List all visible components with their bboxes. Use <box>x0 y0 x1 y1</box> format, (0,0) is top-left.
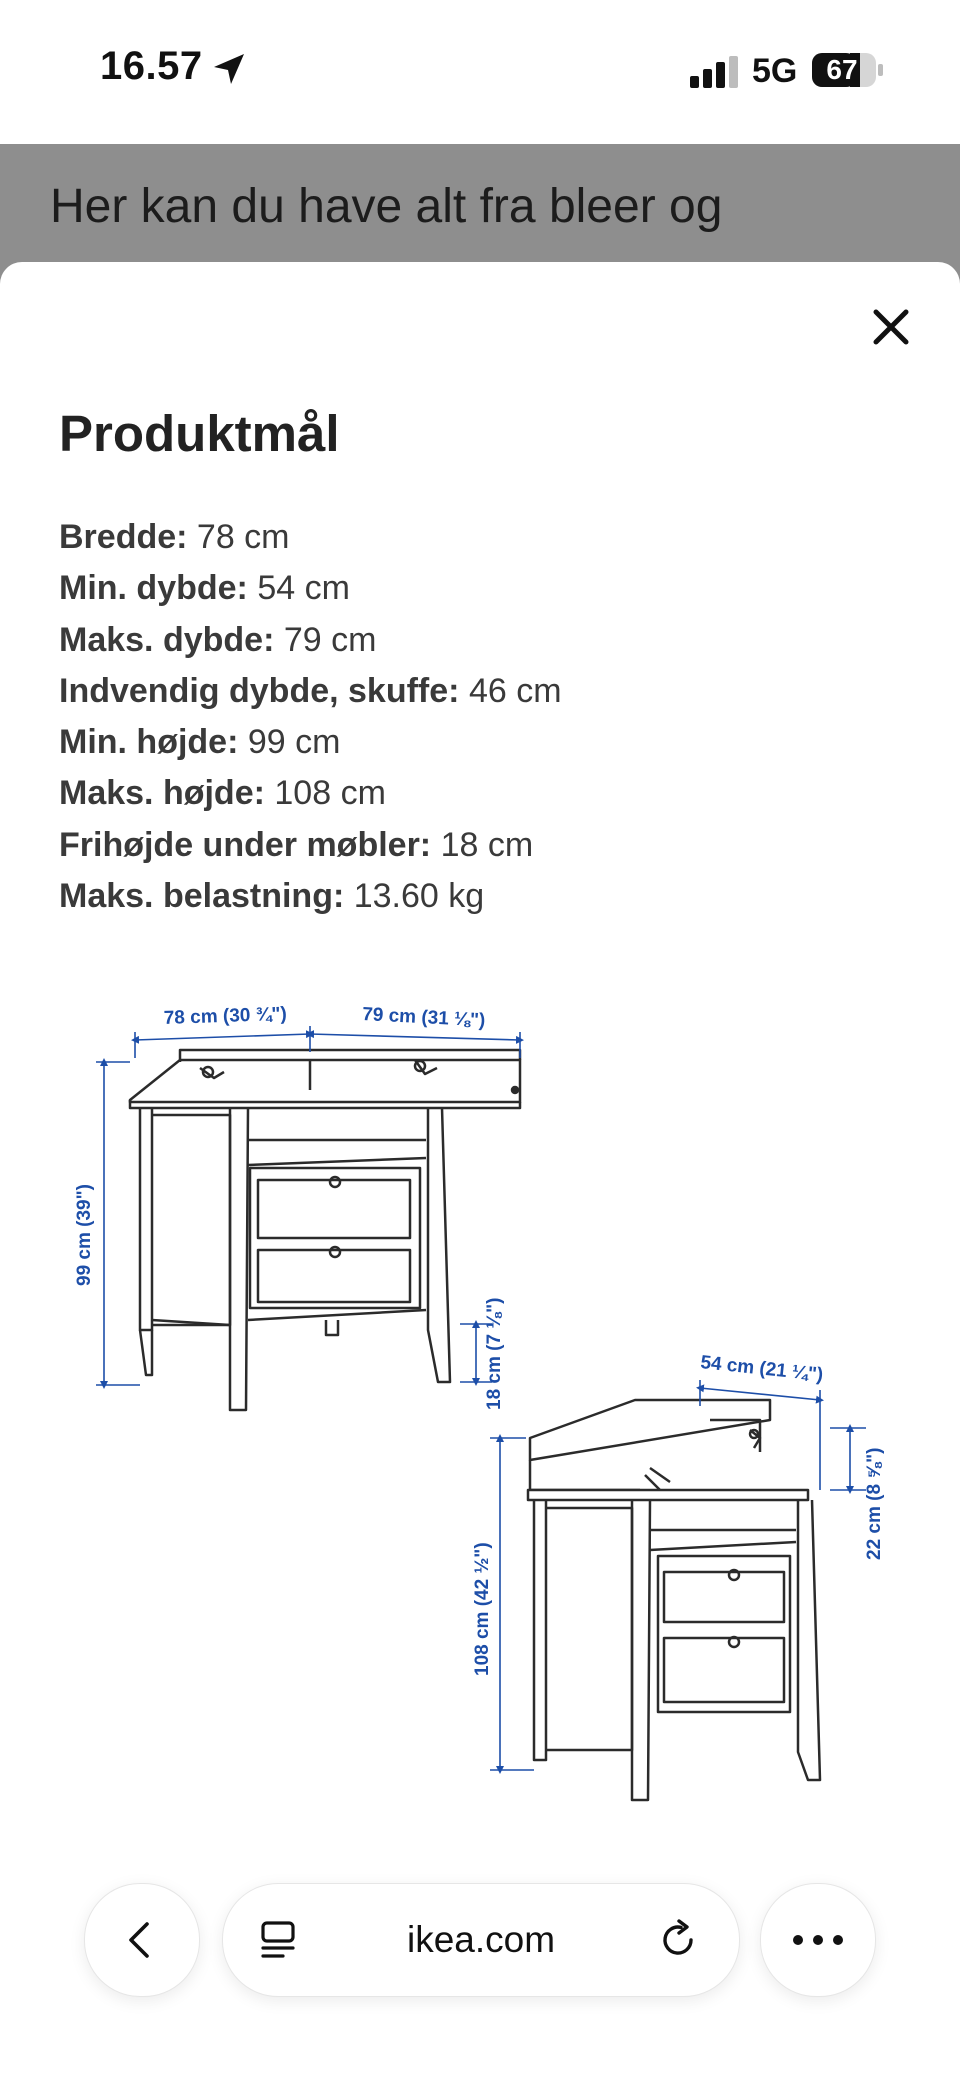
spec-row-max-depth <box>59 615 562 666</box>
dimension-label-min-height: 99 cm (39") <box>74 1184 95 1286</box>
spec-value: 78 cm <box>196 518 290 556</box>
spec-value: 46 cm <box>468 671 562 710</box>
address-bar[interactable] <box>222 1883 740 1997</box>
back-button[interactable] <box>84 1883 200 1997</box>
spec-label: Min. dybde: <box>59 569 248 608</box>
spec-row-drawer-depth <box>59 666 562 717</box>
battery-level: 67 <box>826 54 858 85</box>
spec-label: Min. højde: <box>59 723 239 762</box>
spec-row-width <box>59 512 562 563</box>
close-icon[interactable] <box>864 300 918 354</box>
spec-row-min-depth <box>59 563 562 614</box>
dimension-label-max-depth: 79 cm (31 ⅛") <box>361 1004 486 1032</box>
background-page-text: Her kan du have alt fra bleer og <box>50 180 723 233</box>
cellular-signal-icon <box>690 56 742 88</box>
spec-label: Maks. dybde: <box>59 620 275 659</box>
spec-value: 54 cm <box>257 569 350 608</box>
changing-table-closed-drawing <box>528 1400 820 1800</box>
dimension-list <box>59 512 562 922</box>
spec-row-min-height <box>59 717 562 768</box>
spec-label: Frihøjde under møbler: <box>59 825 432 864</box>
sheet-title: Produktmål <box>59 405 340 462</box>
spec-label: Maks. belastning: <box>59 877 345 916</box>
dimension-label-width: 78 cm (30 ¾") <box>163 1003 288 1029</box>
dimension-label-clearance: 18 cm (7 ⅛") <box>484 1297 505 1410</box>
spec-value: 18 cm <box>440 825 534 864</box>
status-bar <box>0 0 960 144</box>
clock: 16.57 <box>100 44 203 88</box>
dimension-diagram <box>60 990 910 1830</box>
chevron-left-icon <box>119 1918 163 1962</box>
spec-label: Indvendig dybde, skuffe: <box>59 671 460 710</box>
reload-icon[interactable] <box>657 1918 701 1962</box>
dimension-label-min-depth: 54 cm (21 ¼") <box>699 1352 825 1386</box>
more-options-button[interactable] <box>760 1883 876 1997</box>
spec-label: Maks. højde: <box>59 774 265 813</box>
spec-row-max-load <box>59 871 562 922</box>
spec-value: 99 cm <box>247 723 341 762</box>
network-type: 5G <box>752 52 798 90</box>
spec-value: 79 cm <box>283 620 377 659</box>
spec-row-clearance <box>59 820 562 871</box>
more-icon <box>791 1934 845 1946</box>
changing-table-open-drawing <box>130 1050 520 1410</box>
url-text: ikea.com <box>406 1919 556 1960</box>
spec-value: 108 cm <box>274 774 386 813</box>
spec-label: Bredde: <box>59 518 188 556</box>
dimension-label-top-height: 22 cm (8 ⅝") <box>864 1447 885 1560</box>
dimension-label-max-height: 108 cm (42 ½") <box>472 1542 493 1676</box>
location-arrow-icon <box>212 52 246 86</box>
spec-row-max-height <box>59 768 562 819</box>
spec-value: 13.60 kg <box>353 877 485 916</box>
